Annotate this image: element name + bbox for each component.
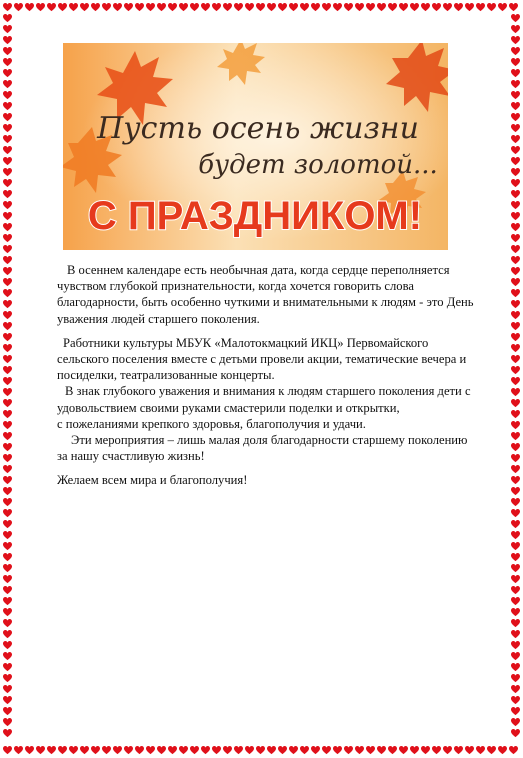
- heart-icon: [511, 80, 520, 88]
- heart-icon: [3, 476, 12, 484]
- heart-icon: [3, 498, 12, 506]
- heart-icon: [3, 487, 12, 495]
- heart-icon: [511, 630, 520, 638]
- heart-icon: [322, 746, 331, 754]
- heart-icon: [3, 267, 12, 275]
- heart-icon: [3, 47, 12, 55]
- heart-icon: [3, 663, 12, 671]
- heart-icon: [3, 146, 12, 154]
- heart-icon: [3, 124, 12, 132]
- heart-icon: [355, 746, 364, 754]
- heart-icon: [366, 3, 375, 11]
- heart-icon: [511, 509, 520, 517]
- heart-icon: [421, 746, 430, 754]
- heart-icon: [311, 3, 320, 11]
- heart-icon: [511, 245, 520, 253]
- heart-icon: [443, 3, 452, 11]
- heart-icon: [511, 685, 520, 693]
- heart-icon: [511, 47, 520, 55]
- heart-icon: [432, 746, 441, 754]
- heart-icon: [278, 3, 287, 11]
- heart-icon: [234, 746, 243, 754]
- heart-icon: [36, 3, 45, 11]
- heart-icon: [454, 746, 463, 754]
- heart-icon: [201, 746, 210, 754]
- heart-icon: [3, 223, 12, 231]
- heart-icon: [3, 707, 12, 715]
- heart-icon: [511, 212, 520, 220]
- heart-icon: [344, 3, 353, 11]
- heart-icon: [179, 746, 188, 754]
- banner-script-line1: Пусть осень жизни: [97, 111, 419, 146]
- heart-icon: [3, 410, 12, 418]
- heart-icon: [146, 746, 155, 754]
- heart-icon: [333, 3, 342, 11]
- heart-icon: [102, 746, 111, 754]
- heart-icon: [223, 3, 232, 11]
- heart-icon: [168, 3, 177, 11]
- paragraph-gifts: В знак глубокого уважения и внимания к людям старшего поколения дети с удовольствием своими руками смастерили поделки и открытки, с пожеланиями крепкого здоровья, благополучия и удачи.: [57, 384, 471, 431]
- heart-icon: [3, 553, 12, 561]
- heart-icon: [14, 3, 23, 11]
- heart-icon: [3, 443, 12, 451]
- heart-icon: [511, 619, 520, 627]
- heart-icon: [322, 3, 331, 11]
- heart-icon: [511, 553, 520, 561]
- heart-icon: [511, 278, 520, 286]
- heart-icon: [355, 3, 364, 11]
- heart-icon: [511, 542, 520, 550]
- heart-icon: [278, 746, 287, 754]
- heart-icon: [3, 157, 12, 165]
- heart-icon: [511, 410, 520, 418]
- heart-icon: [511, 300, 520, 308]
- heart-icon: [3, 322, 12, 330]
- heart-icon: [511, 399, 520, 407]
- heart-icon: [201, 3, 210, 11]
- heart-icon: [511, 421, 520, 429]
- heart-icon: [91, 3, 100, 11]
- heart-icon: [234, 3, 243, 11]
- heart-icon: [256, 3, 265, 11]
- heart-icon: [511, 333, 520, 341]
- heart-icon: [3, 278, 12, 286]
- heart-icon: [190, 3, 199, 11]
- heart-icon: [511, 674, 520, 682]
- heart-icon: [3, 421, 12, 429]
- heart-icon: [3, 25, 12, 33]
- heart-icon: [3, 135, 12, 143]
- heart-icon: [223, 746, 232, 754]
- heart-icon: [25, 3, 34, 11]
- heart-icon: [498, 3, 507, 11]
- heart-icon: [511, 718, 520, 726]
- paragraph-events: Работники культуры МБУК «Малотокмацкий ИКЦ» Первомайского сельского поселения вместе с детьми провели акции, тематические вечера и посиделки, театрализованные концерты.: [57, 335, 467, 383]
- heart-icon: [3, 311, 12, 319]
- heart-icon: [511, 58, 520, 66]
- heart-icon: [168, 746, 177, 754]
- heart-icon: [511, 102, 520, 110]
- heart-icon: [511, 256, 520, 264]
- heart-icon: [3, 80, 12, 88]
- heart-icon: [3, 630, 12, 638]
- heart-icon: [511, 69, 520, 77]
- heart-icon: [245, 3, 254, 11]
- heart-icon: [3, 575, 12, 583]
- heart-icon: [410, 3, 419, 11]
- article-body: [57, 262, 507, 489]
- heart-icon: [311, 746, 320, 754]
- heart-icon: [3, 14, 12, 22]
- heart-icon: [377, 746, 386, 754]
- heart-icon: [511, 289, 520, 297]
- heart-icon: [511, 322, 520, 330]
- heart-icon: [47, 3, 56, 11]
- heart-icon: [511, 146, 520, 154]
- banner-title: С ПРАЗДНИКОМ!: [87, 194, 423, 238]
- paragraph-intro: В осеннем календаре есть необычная дата, когда сердце переполняется чувством глубокой признательности, когда хочется говорить слова благодарности, быть особенно чуткими и внимательными к людям - это День уважения людей старшего поколения.: [57, 263, 474, 326]
- heart-icon: [511, 124, 520, 132]
- heart-icon: [179, 3, 188, 11]
- heart-icon: [511, 443, 520, 451]
- heart-icon: [511, 377, 520, 385]
- heart-icon: [3, 36, 12, 44]
- paragraph-gratitude: Эти мероприятия – лишь малая доля благодарности старшему поколению за нашу счастливую жизнь!: [57, 433, 468, 464]
- heart-icon: [511, 179, 520, 187]
- heart-icon: [300, 746, 309, 754]
- heart-icon: [256, 746, 265, 754]
- heart-icon: [511, 355, 520, 363]
- heart-icon: [511, 14, 520, 22]
- heart-icon: [511, 707, 520, 715]
- heart-icon: [3, 597, 12, 605]
- heart-icon: [3, 746, 12, 754]
- heart-icon: [3, 696, 12, 704]
- heart-icon: [58, 746, 67, 754]
- heart-icon: [3, 91, 12, 99]
- heart-icon: [14, 746, 23, 754]
- banner-script-line2: будет золотой...: [198, 150, 438, 180]
- heart-icon: [212, 3, 221, 11]
- heart-icon: [476, 3, 485, 11]
- heart-icon: [511, 663, 520, 671]
- heart-icon: [465, 746, 474, 754]
- heart-icon: [511, 36, 520, 44]
- heart-icon: [3, 729, 12, 737]
- heart-icon: [487, 746, 496, 754]
- heart-icon: [124, 746, 133, 754]
- heart-icon: [3, 58, 12, 66]
- heart-icon: [511, 344, 520, 352]
- heart-icon: [267, 746, 276, 754]
- heart-icon: [3, 3, 12, 11]
- heart-icon: [3, 586, 12, 594]
- heart-icon: [511, 91, 520, 99]
- heart-icon: [3, 366, 12, 374]
- heart-icon: [388, 746, 397, 754]
- heart-icon: [388, 3, 397, 11]
- heart-icon: [3, 454, 12, 462]
- heart-icon: [3, 619, 12, 627]
- heart-icon: [91, 746, 100, 754]
- heart-icon: [511, 575, 520, 583]
- heart-icon: [511, 25, 520, 33]
- heart-icon: [3, 344, 12, 352]
- heart-icon: [3, 399, 12, 407]
- heart-icon: [157, 746, 166, 754]
- heart-icon: [190, 746, 199, 754]
- heart-icon: [366, 746, 375, 754]
- heart-icon: [476, 746, 485, 754]
- heart-icon: [3, 201, 12, 209]
- heart-icon: [333, 746, 342, 754]
- heart-icon: [3, 520, 12, 528]
- heart-icon: [344, 746, 353, 754]
- heart-icon: [511, 190, 520, 198]
- heart-icon: [124, 3, 133, 11]
- heart-icon: [511, 311, 520, 319]
- heart-icon: [3, 388, 12, 396]
- heart-icon: [3, 256, 12, 264]
- heart-icon: [146, 3, 155, 11]
- heart-icon: [3, 652, 12, 660]
- heart-icon: [511, 388, 520, 396]
- heart-icon: [3, 465, 12, 473]
- heart-icon: [289, 3, 298, 11]
- heart-icon: [511, 498, 520, 506]
- heart-icon: [511, 432, 520, 440]
- heart-icon: [454, 3, 463, 11]
- heart-icon: [80, 746, 89, 754]
- heart-icon: [3, 685, 12, 693]
- heart-icon: [511, 586, 520, 594]
- heart-icon: [509, 746, 518, 754]
- heart-icon: [421, 3, 430, 11]
- heart-icon: [377, 3, 386, 11]
- heart-icon: [69, 3, 78, 11]
- heart-icon: [410, 746, 419, 754]
- heart-icon: [157, 3, 166, 11]
- heart-icon: [113, 746, 122, 754]
- holiday-banner: [63, 43, 448, 250]
- heart-icon: [511, 564, 520, 572]
- heart-icon: [25, 746, 34, 754]
- heart-icon: [3, 102, 12, 110]
- heart-icon: [511, 267, 520, 275]
- page: [22, 22, 501, 736]
- heart-icon: [47, 746, 56, 754]
- heart-icon: [3, 718, 12, 726]
- heart-icon: [465, 3, 474, 11]
- heart-icon: [511, 157, 520, 165]
- heart-icon: [80, 3, 89, 11]
- heart-icon: [3, 531, 12, 539]
- heart-icon: [3, 300, 12, 308]
- heart-icon: [511, 597, 520, 605]
- heart-icon: [3, 234, 12, 242]
- heart-icon: [3, 289, 12, 297]
- heart-icon: [135, 3, 144, 11]
- heart-icon: [3, 641, 12, 649]
- heart-icon: [36, 746, 45, 754]
- heart-icon: [3, 377, 12, 385]
- heart-icon: [511, 223, 520, 231]
- heart-icon: [3, 608, 12, 616]
- heart-icon: [3, 168, 12, 176]
- heart-icon: [3, 245, 12, 253]
- heart-icon: [511, 168, 520, 176]
- heart-icon: [3, 69, 12, 77]
- heart-icon: [3, 190, 12, 198]
- heart-icon: [3, 179, 12, 187]
- heart-icon: [443, 746, 452, 754]
- heart-icon: [102, 3, 111, 11]
- heart-icon: [135, 746, 144, 754]
- heart-icon: [511, 234, 520, 242]
- heart-icon: [267, 3, 276, 11]
- heart-icon: [3, 542, 12, 550]
- heart-icon: [511, 201, 520, 209]
- heart-icon: [511, 641, 520, 649]
- heart-icon: [487, 3, 496, 11]
- heart-icon: [511, 729, 520, 737]
- heart-icon: [289, 746, 298, 754]
- heart-icon: [511, 608, 520, 616]
- heart-icon: [511, 454, 520, 462]
- heart-icon: [511, 135, 520, 143]
- heart-icon: [113, 3, 122, 11]
- heart-icon: [511, 465, 520, 473]
- heart-icon: [511, 652, 520, 660]
- heart-icon: [511, 476, 520, 484]
- heart-icon: [3, 432, 12, 440]
- heart-icon: [511, 366, 520, 374]
- heart-icon: [399, 3, 408, 11]
- heart-icon: [3, 564, 12, 572]
- heart-icon: [69, 746, 78, 754]
- heart-icon: [498, 746, 507, 754]
- heart-icon: [3, 674, 12, 682]
- heart-icon: [399, 746, 408, 754]
- heart-icon: [511, 520, 520, 528]
- heart-icon: [3, 212, 12, 220]
- heart-icon: [300, 3, 309, 11]
- heart-icon: [3, 509, 12, 517]
- heart-icon: [432, 3, 441, 11]
- heart-icon: [511, 531, 520, 539]
- heart-icon: [245, 746, 254, 754]
- heart-icon: [511, 113, 520, 121]
- heart-icon: [3, 333, 12, 341]
- paragraph-wishes: Желаем всем мира и благополучия!: [57, 473, 248, 488]
- heart-icon: [511, 696, 520, 704]
- heart-icon: [3, 355, 12, 363]
- heart-icon: [212, 746, 221, 754]
- heart-icon: [3, 113, 12, 121]
- heart-icon: [58, 3, 67, 11]
- heart-icon: [509, 3, 518, 11]
- heart-icon: [511, 487, 520, 495]
